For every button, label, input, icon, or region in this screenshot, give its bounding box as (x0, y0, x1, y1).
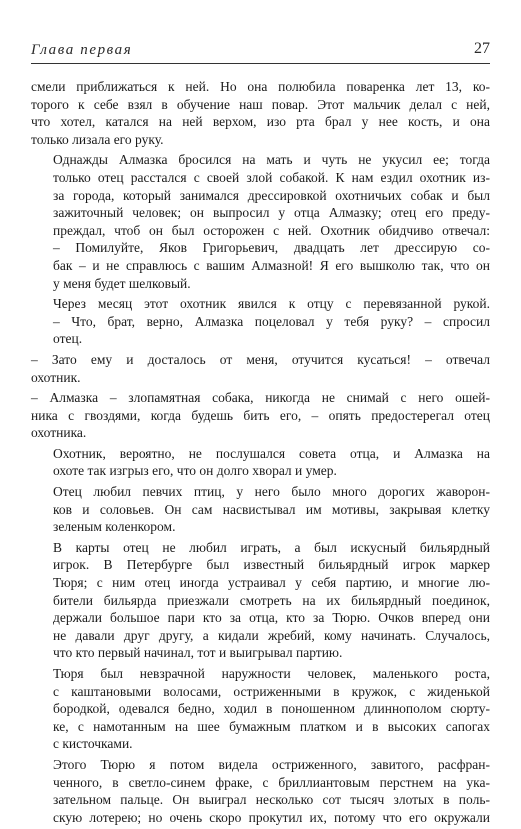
text-line: ника с гвоздями, когда будешь бить его, – опять предостерегал отец (31, 407, 490, 423)
text-line: только отец расстался с своей злой собакой. К нам ездил охотник из- (53, 169, 490, 185)
text-line: держали большое пари кто за отца, кто за Тюрю. Очков вперед они (53, 610, 490, 626)
text-line: Охотник, вероятно, не послушался совета отца, и Алмазка на (53, 445, 490, 461)
text-line: бак – и не справлюсь с вашим Алмазной! Я его вышколю так, что он (53, 257, 490, 273)
header-rule (31, 63, 490, 64)
text-line: ков и соловьев. Он сам насвистывал им мотивы, закрывая клетку (53, 501, 490, 517)
text-line: бители бильярда приезжали смотреть на их бильярдный поединок, (53, 592, 490, 608)
text-line: – Алмазка – злопамятная собака, никогда не снимай с него ошей- (31, 390, 490, 406)
text-line: зажиточный человек; он выпросил у отца Алмазку; отец его преду- (53, 205, 490, 221)
page-number: 27 (474, 40, 490, 57)
text-line: Тюря был невзрачной наружности человек, маленького роста, (53, 666, 490, 681)
chapter-title: Глава первая (31, 42, 133, 58)
text-line: с каштановыми волосами, остриженными в кружок, с жиденькой (53, 683, 490, 699)
text-line: скую лотерею; но очень скоро прокутил их, потому что его окружали (53, 809, 490, 825)
paragraph (31, 445, 490, 480)
text-line: В карты отец не любил играть, а был искусный бильярдный (53, 539, 490, 555)
text-line: Отец любил певчих птиц, у него было много дорогих жаворон- (53, 484, 490, 500)
text-line: ченного, в светло-синем фраке, с бриллиантовым перстнем на ука- (53, 774, 490, 790)
text-line: не давали друг другу, а кидали жребий, кому начинать. Случалось, (53, 627, 490, 643)
paragraph (31, 151, 490, 292)
text-line: Однажды Алмазка бросился на мать и чуть не укусил ее; тогда (53, 152, 490, 168)
paragraph (31, 389, 490, 442)
text-line: отец. (53, 331, 83, 347)
text-line: торого к себе взял в обучение наш повар. Этот мальчик делал с ней, (31, 96, 490, 112)
text-line: ке, с намотанным на шее бумажным платком и в высоких сапогах (53, 718, 490, 734)
text-line: преждал, чтоб он был осторожен с ней. Охотник обидчиво отвечал: (53, 222, 490, 238)
text-line: только лизала его руку. (31, 131, 164, 147)
text-line: у меня будет шелковый. (53, 275, 191, 291)
text-line: – Что, брат, верно, Алмазка поцеловал у тебя руку? – спросил (53, 313, 490, 329)
paragraph (31, 295, 490, 348)
paragraph (31, 539, 490, 662)
paragraph (31, 483, 490, 536)
running-header (31, 38, 490, 62)
text-line: охотник. (31, 369, 81, 385)
text-line: зательном пальце. Он выиграл несколько сот тысяч злотых в поль- (53, 792, 490, 808)
body-text (31, 78, 490, 829)
text-line: что хотел, катался на ней верхом, изо рта брал у нее кость, и она (31, 114, 490, 130)
text-line: бородкой, одевался бедно, ходил в поношенном длиннополом сюрту- (53, 701, 490, 717)
text-line: что кто первый начинал, тот и выигрывал партию. (53, 645, 343, 661)
paragraph (31, 665, 490, 753)
paragraph (31, 756, 490, 826)
text-line: – Помилуйте, Яков Григорьевич, двадцать лет дрессирую со- (53, 240, 490, 256)
text-line: за города, который занимался дрессировкой охотничьих собак и был (53, 187, 490, 203)
text-line: – Зато ему и досталось от меня, отучится кусаться! – отвечал (31, 351, 490, 367)
text-line: охотника. (31, 425, 87, 441)
paragraph (31, 351, 490, 386)
text-line: игрок. В Петербурге был известный бильярдный игрок маркер (53, 557, 490, 573)
text-line: Этого Тюрю я потом видела остриженного, завитого, расфран- (53, 756, 490, 772)
paragraph (31, 78, 490, 148)
text-line: зеленым коленкором. (53, 519, 176, 535)
text-line: охоте так изгрыз его, что он долго хворал и умер. (53, 463, 337, 479)
text-line: смели приближаться к ней. Но она полюбила поваренка лет 13, ко- (31, 79, 490, 94)
text-line: Тюря; с ним отец иногда устраивал у себя партию, и многие лю- (53, 575, 490, 591)
text-line: с кисточками. (53, 736, 133, 752)
text-line: Через месяц этот охотник явился к отцу с перевязанной рукой. (53, 296, 490, 312)
